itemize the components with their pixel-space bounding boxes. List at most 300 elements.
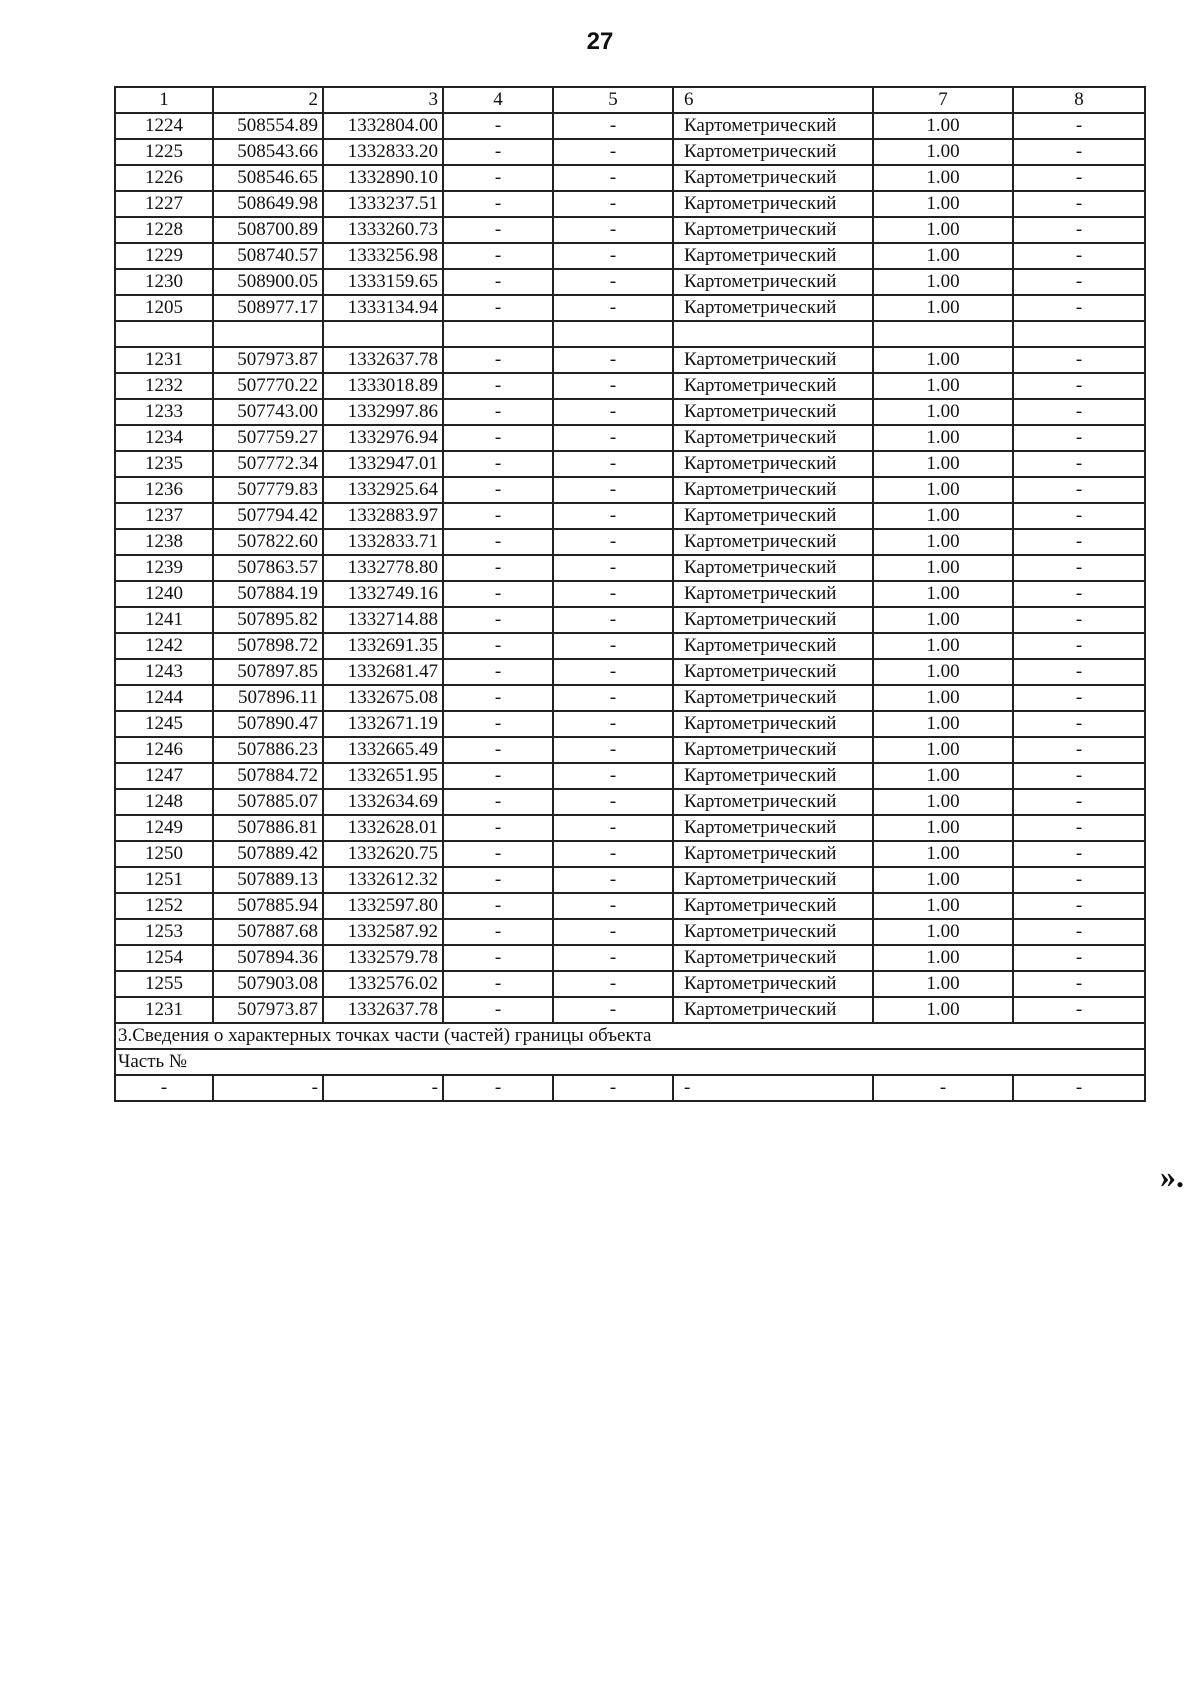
table-cell-col-3: 1332997.86	[323, 399, 443, 425]
table-cell-col-2: 507895.82	[213, 607, 323, 633]
table-cell-col-3: 1333018.89	[323, 373, 443, 399]
table-row	[115, 425, 1145, 451]
table-cell-col-2: 507889.42	[213, 841, 323, 867]
table-cell-col-7: 1.00	[873, 789, 1013, 815]
table-cell-col-8: -	[1013, 659, 1145, 685]
table-cell-col-6: Картометрический	[673, 295, 873, 321]
table-cell-col-6: Картометрический	[673, 477, 873, 503]
table-cell-col-3: 1332691.35	[323, 633, 443, 659]
table-cell-col-5: -	[553, 269, 673, 295]
table-cell-col-6: Картометрический	[673, 685, 873, 711]
table-cell-col-8: 8	[1013, 87, 1145, 113]
table-row	[115, 555, 1145, 581]
empty-cell	[873, 321, 1013, 347]
table-cell-col-7: 1.00	[873, 165, 1013, 191]
table-cell-col-1: 1254	[115, 945, 213, 971]
table-row	[115, 347, 1145, 373]
table-cell-col-8: -	[1013, 607, 1145, 633]
table-cell-col-8: -	[1013, 581, 1145, 607]
table-cell-col-7: 1.00	[873, 763, 1013, 789]
table-cell-col-2: 507889.13	[213, 867, 323, 893]
table-cell-col-8: -	[1013, 451, 1145, 477]
table-cell-col-6: Картометрический	[673, 607, 873, 633]
table-cell-col-6: Картометрический	[673, 347, 873, 373]
table-cell-col-6: Картометрический	[673, 581, 873, 607]
table-cell-col-7: 1.00	[873, 295, 1013, 321]
table-cell-col-4: -	[443, 217, 553, 243]
table-cell-col-3: 1332833.71	[323, 529, 443, 555]
table-cell-col-8: -	[1013, 815, 1145, 841]
table-row	[115, 971, 1145, 997]
table-cell-col-1: 1232	[115, 373, 213, 399]
table-cell-col-8: -	[1013, 555, 1145, 581]
table-cell-col-4: -	[443, 633, 553, 659]
table-cell-col-2: 507794.42	[213, 503, 323, 529]
table-cell-col-5: -	[553, 477, 673, 503]
table-cell-col-5: -	[553, 399, 673, 425]
table-cell-col-8: -	[1013, 841, 1145, 867]
table-cell-col-5: 5	[553, 87, 673, 113]
table-cell-col-3: 1332671.19	[323, 711, 443, 737]
table-cell-col-5: -	[553, 841, 673, 867]
table-cell-col-3: 1333256.98	[323, 243, 443, 269]
table-cell-col-1: 1244	[115, 685, 213, 711]
table-cell-col-3: 1332778.80	[323, 555, 443, 581]
empty-cell	[673, 321, 873, 347]
table-cell-col-5: -	[553, 867, 673, 893]
table-row	[115, 113, 1145, 139]
table-cell-col-3: 1332890.10	[323, 165, 443, 191]
table-cell-col-4: -	[443, 477, 553, 503]
table-cell-col-8: -	[1013, 269, 1145, 295]
table-cell-col-5: -	[553, 763, 673, 789]
table-cell-col-7: 7	[873, 87, 1013, 113]
table-cell-col-2: 507903.08	[213, 971, 323, 997]
table-cell-col-4: -	[443, 607, 553, 633]
table-cell-col-5: -	[553, 373, 673, 399]
table-cell-col-3: -	[323, 1075, 443, 1101]
table-cell-col-6: Картометрический	[673, 841, 873, 867]
table-cell-col-1: 1229	[115, 243, 213, 269]
table-cell-col-2: 507759.27	[213, 425, 323, 451]
table-cell-col-4: -	[443, 789, 553, 815]
table-cell-col-6: Картометрический	[673, 399, 873, 425]
table-cell-col-4: -	[443, 971, 553, 997]
table-cell-col-1: 1225	[115, 139, 213, 165]
table-cell-col-3: 3	[323, 87, 443, 113]
table-cell-col-6: Картометрический	[673, 763, 873, 789]
table-cell-col-1: 1228	[115, 217, 213, 243]
table-cell-col-3: 1332637.78	[323, 997, 443, 1023]
table-cell-col-1: 1234	[115, 425, 213, 451]
table-row	[115, 503, 1145, 529]
table-row	[115, 451, 1145, 477]
table-cell-col-8: -	[1013, 503, 1145, 529]
table-row	[115, 529, 1145, 555]
table-row	[115, 789, 1145, 815]
table-cell-col-3: 1332675.08	[323, 685, 443, 711]
table-cell-col-6: Картометрический	[673, 425, 873, 451]
table-cell-col-6: Картометрический	[673, 815, 873, 841]
table-cell-col-1: 1255	[115, 971, 213, 997]
table-cell-col-1: 1235	[115, 451, 213, 477]
table-cell-col-8: -	[1013, 789, 1145, 815]
table-cell-col-7: 1.00	[873, 893, 1013, 919]
table-cell-col-5: -	[553, 607, 673, 633]
table-cell-col-5: -	[553, 451, 673, 477]
table-cell-col-7: 1.00	[873, 945, 1013, 971]
table-cell-col-3: 1332637.78	[323, 347, 443, 373]
table-cell-col-1: 1233	[115, 399, 213, 425]
table-row	[115, 685, 1145, 711]
table-cell-col-8: -	[1013, 685, 1145, 711]
table-cell-col-3: 1333237.51	[323, 191, 443, 217]
table-cell-col-4: -	[443, 373, 553, 399]
table-cell-col-7: 1.00	[873, 581, 1013, 607]
table-cell-col-2: -	[213, 1075, 323, 1101]
table-cell-col-8: -	[1013, 347, 1145, 373]
table-cell-col-5: -	[553, 997, 673, 1023]
table-cell-col-2: 508649.98	[213, 191, 323, 217]
table-cell-col-4: -	[443, 399, 553, 425]
table-cell-col-8: -	[1013, 919, 1145, 945]
table-cell-col-6: Картометрический	[673, 893, 873, 919]
table-cell-col-4: -	[443, 815, 553, 841]
table-cell-col-8: -	[1013, 139, 1145, 165]
table-cell-col-7: 1.00	[873, 633, 1013, 659]
table-cell-col-4: -	[443, 893, 553, 919]
table-cell-col-2: 507896.11	[213, 685, 323, 711]
table-cell-col-5: -	[553, 1075, 673, 1101]
empty-cell	[213, 321, 323, 347]
table-row	[115, 399, 1145, 425]
table-cell-col-8: -	[1013, 399, 1145, 425]
table-row	[115, 919, 1145, 945]
table-cell-col-3: 1332665.49	[323, 737, 443, 763]
table-cell-col-6: Картометрический	[673, 919, 873, 945]
table-cell-col-7: 1.00	[873, 191, 1013, 217]
table-cell-col-3: 1332587.92	[323, 919, 443, 945]
table-cell-col-3: 1332976.94	[323, 425, 443, 451]
table-cell-col-7: 1.00	[873, 425, 1013, 451]
table-cell-col-6: Картометрический	[673, 113, 873, 139]
table-row	[115, 165, 1145, 191]
table-cell-col-8: -	[1013, 867, 1145, 893]
table-cell-col-4: -	[443, 685, 553, 711]
table-cell-col-4: -	[443, 269, 553, 295]
table-cell-col-7: 1.00	[873, 711, 1013, 737]
table-cell-col-5: -	[553, 971, 673, 997]
table-cell-col-6: Картометрический	[673, 191, 873, 217]
table-cell-col-5: -	[553, 633, 673, 659]
table-cell-col-6: Картометрический	[673, 711, 873, 737]
table-cell-col-6: Картометрический	[673, 529, 873, 555]
table-cell-col-7: 1.00	[873, 919, 1013, 945]
table-cell-col-5: -	[553, 425, 673, 451]
table-cell-col-7: 1.00	[873, 607, 1013, 633]
table-cell-col-8: -	[1013, 295, 1145, 321]
closing-quote-mark: ».	[1160, 1158, 1184, 1194]
table-cell-col-4: -	[443, 841, 553, 867]
table-cell-col-3: 1332804.00	[323, 113, 443, 139]
table-cell-col-4: -	[443, 347, 553, 373]
table-cell-col-3: 1332833.20	[323, 139, 443, 165]
table-cell-col-3: 1332883.97	[323, 503, 443, 529]
table-cell-col-1: 1231	[115, 347, 213, 373]
table-cell-col-8: -	[1013, 113, 1145, 139]
table-cell-col-4: -	[443, 659, 553, 685]
table-cell-col-4: -	[443, 425, 553, 451]
table-cell-col-7: 1.00	[873, 217, 1013, 243]
table-cell-col-6: Картометрический	[673, 971, 873, 997]
table-row	[115, 659, 1145, 685]
empty-part-row	[115, 1075, 1145, 1101]
table-cell-col-1: 1253	[115, 919, 213, 945]
empty-cell	[553, 321, 673, 347]
table-cell-col-5: -	[553, 711, 673, 737]
table-cell-col-1: 1243	[115, 659, 213, 685]
table-cell-col-2: 507770.22	[213, 373, 323, 399]
table-cell-col-1: 1246	[115, 737, 213, 763]
table-cell-col-4: -	[443, 997, 553, 1023]
table-cell-col-7: 1.00	[873, 399, 1013, 425]
table-cell-col-5: -	[553, 685, 673, 711]
table-cell-col-8: -	[1013, 971, 1145, 997]
part-number-label-text: Часть №	[115, 1049, 1145, 1075]
table-cell-col-6: Картометрический	[673, 789, 873, 815]
table-cell-col-3: 1333134.94	[323, 295, 443, 321]
table-cell-col-8: -	[1013, 997, 1145, 1023]
table-cell-col-5: -	[553, 243, 673, 269]
table-cell-col-4: -	[443, 295, 553, 321]
table-cell-col-1: 1	[115, 87, 213, 113]
table-cell-col-5: -	[553, 659, 673, 685]
table-cell-col-4: 4	[443, 87, 553, 113]
table-cell-col-4: -	[443, 113, 553, 139]
table-cell-col-7: 1.00	[873, 113, 1013, 139]
table-cell-col-2: 507890.47	[213, 711, 323, 737]
table-cell-col-7: 1.00	[873, 997, 1013, 1023]
table-row	[115, 815, 1145, 841]
table-cell-col-7: 1.00	[873, 269, 1013, 295]
table-row	[115, 997, 1145, 1023]
table-cell-col-6: Картометрический	[673, 555, 873, 581]
table-cell-col-1: 1205	[115, 295, 213, 321]
table-cell-col-1: -	[115, 1075, 213, 1101]
table-cell-col-7: 1.00	[873, 737, 1013, 763]
table-cell-col-1: 1236	[115, 477, 213, 503]
part-number-label	[115, 1049, 1145, 1075]
table-cell-col-6: Картометрический	[673, 503, 873, 529]
table-cell-col-7: 1.00	[873, 529, 1013, 555]
table-cell-col-2: 507772.34	[213, 451, 323, 477]
table-cell-col-4: -	[443, 945, 553, 971]
header-row	[115, 87, 1145, 113]
table-cell-col-3: 1333260.73	[323, 217, 443, 243]
table-cell-col-3: 1332620.75	[323, 841, 443, 867]
table-cell-col-2: 507885.07	[213, 789, 323, 815]
table-row	[115, 737, 1145, 763]
table-cell-col-4: -	[443, 529, 553, 555]
table-row	[115, 945, 1145, 971]
table-cell-col-6: Картометрический	[673, 633, 873, 659]
section-3-title-text: 3.Сведения о характерных точках части (частей) границы объекта	[115, 1023, 1145, 1049]
table-cell-col-5: -	[553, 581, 673, 607]
table-cell-col-7: 1.00	[873, 971, 1013, 997]
table-cell-col-4: -	[443, 581, 553, 607]
table-cell-col-8: -	[1013, 737, 1145, 763]
table-cell-col-3: 1332576.02	[323, 971, 443, 997]
table-cell-col-6: 6	[673, 87, 873, 113]
coordinates-table	[114, 86, 1146, 1102]
table-cell-col-1: 1227	[115, 191, 213, 217]
table-cell-col-6: Картометрический	[673, 945, 873, 971]
table-cell-col-2: 507779.83	[213, 477, 323, 503]
table-row	[115, 581, 1145, 607]
table-cell-col-8: -	[1013, 165, 1145, 191]
table-cell-col-7: 1.00	[873, 555, 1013, 581]
table-cell-col-1: 1251	[115, 867, 213, 893]
table-cell-col-2: 2	[213, 87, 323, 113]
table-row	[115, 867, 1145, 893]
table-cell-col-3: 1333159.65	[323, 269, 443, 295]
table-cell-col-2: 507885.94	[213, 893, 323, 919]
table-cell-col-8: -	[1013, 1075, 1145, 1101]
table-row	[115, 295, 1145, 321]
table-row	[115, 217, 1145, 243]
table-cell-col-8: -	[1013, 477, 1145, 503]
table-cell-col-5: -	[553, 347, 673, 373]
table-cell-col-5: -	[553, 165, 673, 191]
table-cell-col-7: 1.00	[873, 451, 1013, 477]
table-cell-col-6: Картометрический	[673, 867, 873, 893]
table-cell-col-8: -	[1013, 529, 1145, 555]
empty-cell	[443, 321, 553, 347]
table-cell-col-6: Картометрический	[673, 737, 873, 763]
table-cell-col-7: -	[873, 1075, 1013, 1101]
table-cell-col-2: 507743.00	[213, 399, 323, 425]
table-cell-col-7: 1.00	[873, 243, 1013, 269]
table-cell-col-6: Картометрический	[673, 451, 873, 477]
empty-cell	[323, 321, 443, 347]
table-cell-col-3: 1332651.95	[323, 763, 443, 789]
table-cell-col-1: 1240	[115, 581, 213, 607]
table-cell-col-4: -	[443, 451, 553, 477]
table-cell-col-4: -	[443, 139, 553, 165]
table-row	[115, 373, 1145, 399]
table-cell-col-7: 1.00	[873, 867, 1013, 893]
table-cell-col-1: 1237	[115, 503, 213, 529]
table-cell-col-1: 1252	[115, 893, 213, 919]
table-cell-col-4: -	[443, 711, 553, 737]
table-cell-col-1: 1249	[115, 815, 213, 841]
table-cell-col-8: -	[1013, 243, 1145, 269]
table-cell-col-1: 1245	[115, 711, 213, 737]
table-cell-col-6: Картометрический	[673, 659, 873, 685]
section-3-title	[115, 1023, 1145, 1049]
table-cell-col-2: 507898.72	[213, 633, 323, 659]
table-cell-col-8: -	[1013, 373, 1145, 399]
table-row	[115, 243, 1145, 269]
table-cell-col-1: 1247	[115, 763, 213, 789]
table-cell-col-4: -	[443, 763, 553, 789]
table-cell-col-6: Картометрический	[673, 243, 873, 269]
table-cell-col-5: -	[553, 139, 673, 165]
table-cell-col-8: -	[1013, 217, 1145, 243]
table-cell-col-4: -	[443, 867, 553, 893]
table-cell-col-2: 507973.87	[213, 347, 323, 373]
table-row	[115, 139, 1145, 165]
table-row	[115, 711, 1145, 737]
table-cell-col-2: 508700.89	[213, 217, 323, 243]
table-cell-col-6: Картометрический	[673, 373, 873, 399]
table-cell-col-3: 1332681.47	[323, 659, 443, 685]
table-cell-col-5: -	[553, 815, 673, 841]
table-cell-col-3: 1332925.64	[323, 477, 443, 503]
table-cell-col-4: -	[443, 919, 553, 945]
table-cell-col-1: 1241	[115, 607, 213, 633]
table-cell-col-5: -	[553, 945, 673, 971]
table-cell-col-5: -	[553, 529, 673, 555]
table-cell-col-6: Картометрический	[673, 217, 873, 243]
table-cell-col-7: 1.00	[873, 347, 1013, 373]
table-cell-col-1: 1242	[115, 633, 213, 659]
table-cell-col-1: 1239	[115, 555, 213, 581]
table-cell-col-3: 1332628.01	[323, 815, 443, 841]
table-cell-col-7: 1.00	[873, 139, 1013, 165]
table-cell-col-2: 507884.19	[213, 581, 323, 607]
table-cell-col-6: Картометрический	[673, 165, 873, 191]
table-cell-col-4: -	[443, 737, 553, 763]
table-cell-col-2: 507886.23	[213, 737, 323, 763]
table-cell-col-2: 508977.17	[213, 295, 323, 321]
table-cell-col-7: 1.00	[873, 503, 1013, 529]
table-cell-col-2: 507884.72	[213, 763, 323, 789]
table-cell-col-1: 1248	[115, 789, 213, 815]
table-cell-col-2: 507887.68	[213, 919, 323, 945]
page-number: 27	[586, 28, 614, 55]
table-cell-col-1: 1226	[115, 165, 213, 191]
separator-row	[115, 321, 1145, 347]
table-cell-col-6: Картометрический	[673, 997, 873, 1023]
table-row	[115, 633, 1145, 659]
table-cell-col-5: -	[553, 919, 673, 945]
table-cell-col-5: -	[553, 113, 673, 139]
table-cell-col-7: 1.00	[873, 477, 1013, 503]
table-cell-col-2: 507897.85	[213, 659, 323, 685]
table-cell-col-7: 1.00	[873, 373, 1013, 399]
table-cell-col-6: Картометрический	[673, 139, 873, 165]
table-cell-col-1: 1230	[115, 269, 213, 295]
table-cell-col-3: 1332749.16	[323, 581, 443, 607]
table-cell-col-2: 508740.57	[213, 243, 323, 269]
table-cell-col-4: -	[443, 165, 553, 191]
table-row	[115, 607, 1145, 633]
table-cell-col-3: 1332597.80	[323, 893, 443, 919]
table-cell-col-2: 507894.36	[213, 945, 323, 971]
table-cell-col-2: 508900.05	[213, 269, 323, 295]
table-cell-col-5: -	[553, 295, 673, 321]
table-cell-col-3: 1332947.01	[323, 451, 443, 477]
table-row	[115, 763, 1145, 789]
table-cell-col-3: 1332634.69	[323, 789, 443, 815]
table-cell-col-7: 1.00	[873, 815, 1013, 841]
table-cell-col-8: -	[1013, 945, 1145, 971]
table-cell-col-7: 1.00	[873, 685, 1013, 711]
table-cell-col-7: 1.00	[873, 659, 1013, 685]
table-cell-col-5: -	[553, 789, 673, 815]
table-cell-col-8: -	[1013, 191, 1145, 217]
